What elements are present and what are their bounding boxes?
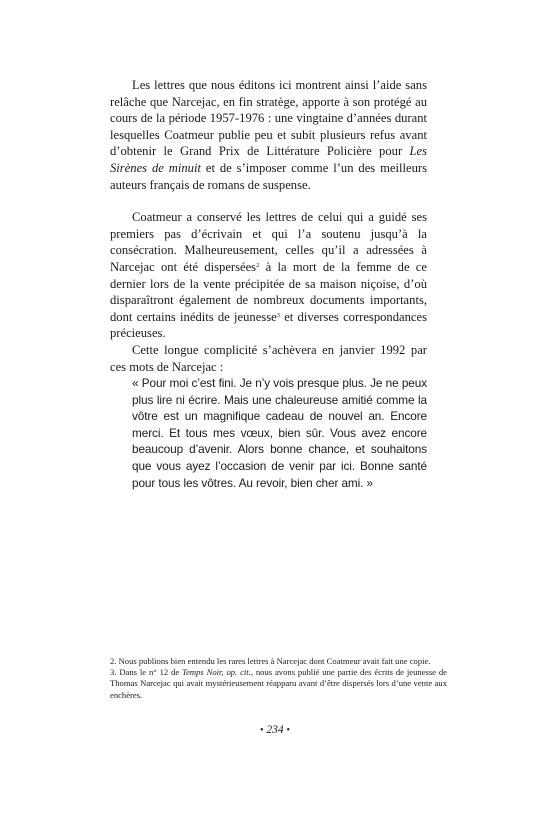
paragraph-3: Cette longue complicité s’achèvera en janvier 1992 par ces mots de Narcejac : bbox=[110, 342, 427, 374]
paragraph-2-text-a: Coatmeur a conservé les lettres de celui qui a guidé ses premiers pas d’écrivain et qui l’a soutenu jusqu’à la consécration. Malheureusement, celles qu’il a adressées à Narcejac ont été dispersées bbox=[110, 210, 427, 274]
paragraph-2 bbox=[110, 209, 427, 342]
paragraph-1 bbox=[110, 77, 427, 193]
footnote-2: 2. Nous publions bien entendu les rares lettres à Narcejac dont Coatmeur avait fait une copie. bbox=[110, 656, 431, 666]
footnote-ref-3: 3 bbox=[276, 311, 280, 319]
footnote-ref-2: 2 bbox=[256, 261, 260, 269]
footnote-3 bbox=[110, 667, 447, 701]
paragraph-1-text-b: et de s’imposer comme l’un des meilleurs auteurs français de romans de suspense. bbox=[110, 160, 427, 192]
footnotes bbox=[110, 656, 447, 701]
folio-bullet-left: • bbox=[259, 725, 264, 736]
footnote-3-text-b: , nous avons publié une partie des écrits de jeunesse de Thomas Narcejac qui avait mystérieusement réapparu avant d’être dispersés lors d’une vente aux enchères. bbox=[110, 667, 447, 700]
quotation: « Pour moi c’est fini. Je n’y vois presque plus. Je ne peux plus lire ni écrire. Mais une chaleureuse amitié comme la vôtre est un magnifique cadeau de nouvel an. Encore merci. Et tous mes vœux, bien sûr. Vous avez encore beaucoup d’avenir. Alors bonne chance, et souhaitons que vous ayez l’occasion de venir par ici. Bonne santé pour tous les vôtres. Au revoir, bien cher ami. » bbox=[132, 376, 427, 490]
folio-bullet-right: • bbox=[286, 725, 291, 736]
paragraph-2-text-c: et diverses correspondances précieuses. bbox=[110, 309, 427, 341]
footnote-3-italic: Temps Noir, op. cit. bbox=[182, 667, 251, 678]
paragraph-2-text-b: à la mort de la femme de ce dernier lors de la vente précipitée de sa maison niçoise, d’où disparaîtront également de nombreux documents importants, dont certains inédits de jeunesse bbox=[110, 259, 427, 324]
footnote-3-text-a: 3. Dans le n° 12 de bbox=[110, 667, 183, 678]
book-title-italic: Les Sirènes de minuit bbox=[110, 144, 427, 175]
page-number bbox=[0, 724, 550, 736]
main-text bbox=[110, 77, 427, 491]
paragraph-1-text-a: Les lettres que nous éditons ici montrent ainsi l’aide sans relâche que Narcejac, en fin stratège, apporte à son protégé au cours de la période 1957-1976 : une vingtaine d’années durant lesquelles Coatmeur publie peu et subit plusieurs refus avant d’obtenir le Grand Prix de Littérature Policière pour bbox=[110, 78, 427, 159]
page-number-value: 234 bbox=[266, 724, 284, 736]
